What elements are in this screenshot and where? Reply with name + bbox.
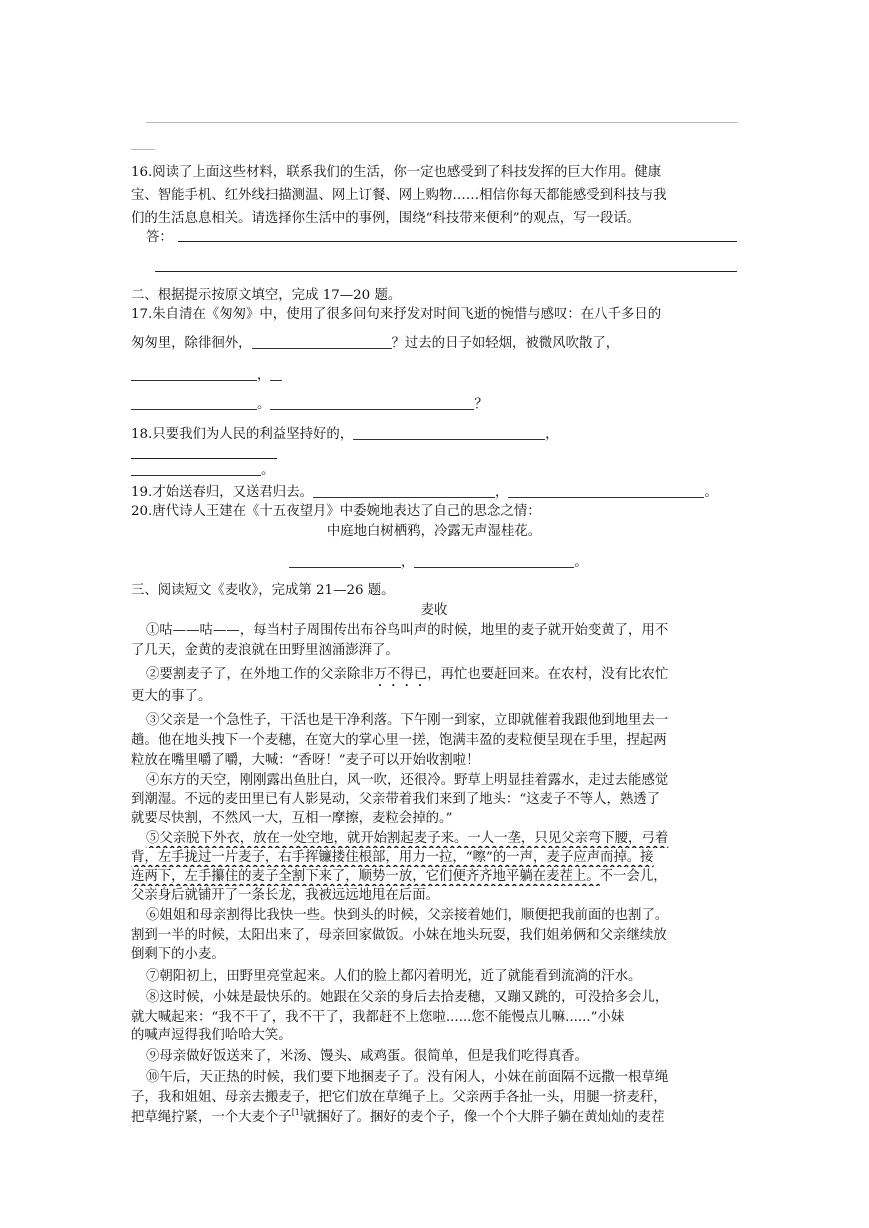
q17-qmark: ？ xyxy=(474,397,488,412)
q19-line xyxy=(131,483,737,502)
p5-underlined-3: 连两下，左手攥住的麦子全割下来了，顺势一放，它们便齐齐地平躺在麦茬上。 xyxy=(131,869,600,884)
p5-line-2 xyxy=(131,848,737,867)
p6-line-2: 割到一半的时候，太阳出来了，母亲回家做饭。小妹在地头玩耍，我们姐弟俩和父亲继续放 xyxy=(131,928,667,943)
p8-line-2: 就大喊起来：“我不干了，我不干了，我都赶不上您啦......您不能慢点儿嘛......”小妹 xyxy=(131,1010,625,1025)
p3-line-3: 粒放在嘴里嚼了嚼，大喊：“香呀！”麦子可以开始收割啦！ xyxy=(131,753,480,768)
p3-line-1: ③父亲是一个急性子，干活也是干净利落。下午刚一到家，立即就催着我跟他到地里去一 xyxy=(146,713,669,728)
p10-line-2: 子，我和姐姐、母亲去搬麦子，把它们放在草绳子上。父亲两手各扯一头，用腿一挤麦秆， xyxy=(131,1090,667,1105)
q16-answer-line-1[interactable] xyxy=(178,241,737,242)
q20-blank-1[interactable] xyxy=(289,553,401,568)
q20-poem: 中庭地白树栖鸦，冷露无声湿桂花。 xyxy=(326,524,542,539)
q18-text: 18.只要我们为人民的利益坚持好的， xyxy=(131,427,354,442)
q17-line-3 xyxy=(131,366,737,385)
q17-line-4 xyxy=(131,395,737,414)
p4-line-1: ④东方的天空，刚刚露出鱼肚白，风一吹，还很冷。野草上明显挂着露水，走过去能感觉 xyxy=(146,773,669,788)
q19-comma: ， xyxy=(494,485,509,500)
p2-text-a: ②要割麦子了，在外地工作的父亲除非 xyxy=(146,667,374,682)
q17-text-a: 匆匆里，除徘徊外， xyxy=(131,336,252,351)
p1-line-1: ①咕——咕——，每当村子周围传出布谷鸟叫声的时候，地里的麦子就开始变黄了，用不 xyxy=(146,623,669,638)
section3-heading: 三、阅读短文《麦收》，完成第 21—26 题。 xyxy=(131,583,395,598)
p5-underlined-2: 背，左手拢过一片麦子，右手挥镰搂住根部，用力一拉，“嚓”的一声，麦子应声而掉。接 xyxy=(131,850,654,865)
q19-blank-1[interactable] xyxy=(313,483,495,498)
q17-blank-1[interactable] xyxy=(252,334,392,349)
p4-line-3: 就要尽快割，不然风一大，互相一摩擦，麦粒会掉的。” xyxy=(131,811,453,826)
q18-blank-1[interactable] xyxy=(353,425,545,440)
q17-line-2 xyxy=(131,334,737,353)
p8-line-1: ⑧这时候，小妹是最快乐的。她跟在父亲的身后去拾麦穗，又蹦又跳的，可没拾多会儿， xyxy=(146,990,669,1005)
q16-answer-label: 答： xyxy=(146,230,173,245)
q17-text-b: ？过去的日子如轻烟，被微风吹散了， xyxy=(391,336,620,351)
p3-line-2: 趟。他在地头拽下一个麦穗，在宽大的掌心里一搓，饱满丰盈的麦粒便呈现在手里，捏起两 xyxy=(131,733,667,748)
q18-blank-3[interactable] xyxy=(131,461,261,476)
p7-line-1: ⑦朝阳初上，田野里亮堂起来。人们的脸上都闪着明光，近了就能看到流淌的汗水。 xyxy=(146,969,642,984)
top-answer-rule xyxy=(146,122,738,123)
p2-line-2: 更大的事了。 xyxy=(131,689,212,704)
q17-blank-3[interactable] xyxy=(131,395,257,410)
article-title: 麦收 xyxy=(420,603,448,618)
q20-blanks xyxy=(289,553,609,572)
q19-period: 。 xyxy=(704,485,718,500)
q19-blank-2[interactable] xyxy=(508,483,704,498)
q18-line-1 xyxy=(131,425,737,444)
footnote-marker[interactable]: [1] xyxy=(291,1108,304,1117)
q17-comma: ， xyxy=(257,368,271,383)
p8-line-3: 的喊声逗得我们哈哈大笑。 xyxy=(131,1028,292,1043)
q20-blank-2[interactable] xyxy=(414,553,574,568)
q20-period: 。 xyxy=(574,555,588,570)
section2-heading: 二、根据提示按原文填空，完成 17—20 题。 xyxy=(131,288,402,303)
q19-text: 19.才始送春归，又送君归去。 xyxy=(131,485,313,500)
top-answer-rule-stub xyxy=(131,149,155,150)
p10-text-b: 就捆好了。捆好的麦个子，像一个个大胖子躺在黄灿灿的麦茬 xyxy=(303,1110,665,1125)
p1-line-2: 了几天，金黄的麦浪就在田野里汹涌澎湃了。 xyxy=(131,643,399,658)
q17-line-1: 17.朱自清在《匆匆》中，使用了很多问句来抒发对时间飞逝的惋惜与感叹：在八千多日的 xyxy=(131,307,662,322)
q17-period: 。 xyxy=(257,397,271,412)
q17-blank-2b[interactable] xyxy=(270,366,282,381)
q20-comma: ， xyxy=(401,555,415,570)
q17-blank-2[interactable] xyxy=(131,366,257,381)
q18-comma: ， xyxy=(545,427,559,442)
p6-line-1: ⑥姐姐和母亲割得比我快一些。快到头的时候，父亲接着她们，顺便把我前面的也割了。 xyxy=(146,908,669,923)
q18-blank-2[interactable] xyxy=(131,458,277,459)
q16-answer-line-2[interactable] xyxy=(155,271,737,272)
p5-text-b: 不一会儿， xyxy=(599,869,667,884)
p5-line-3 xyxy=(131,867,737,886)
p10-line-3 xyxy=(131,1108,737,1127)
q16-line-3: 们的生活息息相关。请选择你生活中的事例，围绕“科技带来便利”的观点，写一段话。 xyxy=(131,211,641,226)
p4-line-2: 到潮湿。不远的麦田里已有人影晃动，父亲带着我们来到了地头：“这麦子不等人，熟透了 xyxy=(131,792,661,807)
p2-dotted-phrase: 万不得已 xyxy=(373,667,428,682)
p9-line-1: ⑨母亲做好饭送来了，米汤、馒头、咸鸡蛋。很简单，但是我们吃得真香。 xyxy=(146,1049,588,1064)
q18-period: 。 xyxy=(261,463,275,478)
q17-blank-4[interactable] xyxy=(270,395,474,410)
p10-text-a: 把草绳拧紧，一个大麦个子 xyxy=(131,1110,292,1125)
q18-line-3 xyxy=(131,461,737,480)
p6-line-3: 倒剩下的小麦。 xyxy=(131,947,225,962)
q16-line-1: 16.阅读了上面这些材料，联系我们的生活，你一定也感受到了科技发挥的巨大作用。健康 xyxy=(131,165,662,180)
q20-line-1: 20.唐代诗人王建在《十五夜望月》中委婉地表达了自己的思念之情： xyxy=(131,504,541,519)
p10-line-1: ⑩午后，天正热的时候，我们要下地捆麦子了。没有闲人，小妹在前面隔不远撒一根草绳 xyxy=(146,1070,669,1085)
p5-line-4: 父亲身后就铺开了一条长龙，我被远远地甩在后面。 xyxy=(131,888,439,903)
q16-line-2: 宝、智能手机、红外线扫描测温、网上订餐、网上购物……相信你每天都能感受到科技与我 xyxy=(131,188,667,203)
p2-text-b: ，再忙也要赶回来。在农村，没有比农忙 xyxy=(427,667,669,682)
p5-line-1 xyxy=(146,829,737,848)
p5-underlined-1: ⑤父亲脱下外衣，放在一处空地，就开始割起麦子来。一人一垄，只见父亲弯下腰，弓着 xyxy=(146,831,669,846)
